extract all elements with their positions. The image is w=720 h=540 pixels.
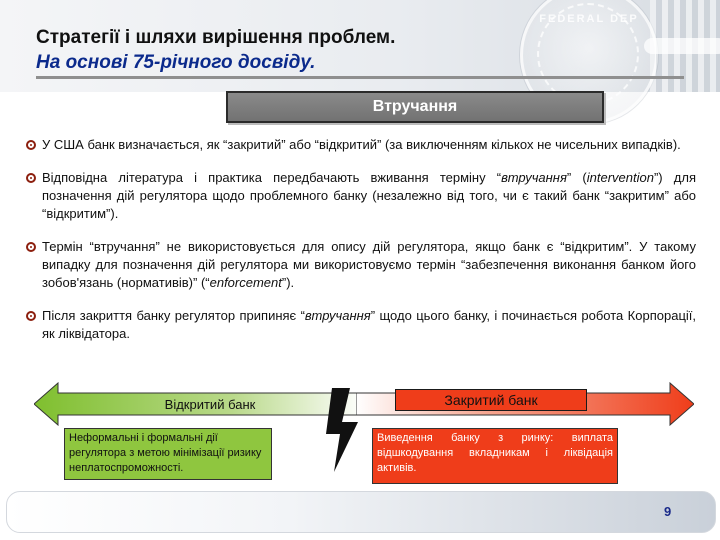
- bullet-circle-icon: [26, 311, 36, 321]
- bullet-item: [26, 307, 696, 343]
- bullet-term: втручання: [304, 308, 371, 323]
- bullet-item: [26, 169, 696, 223]
- bullet-circle-icon: [26, 173, 36, 183]
- bullet-circle-icon: [26, 140, 36, 150]
- bullet-list: [26, 136, 696, 358]
- bullet-text: Після закриття банку регулятор припиняє “: [42, 308, 305, 323]
- footer-bar: [6, 491, 716, 533]
- bullet-term: intervention: [586, 170, 654, 185]
- bullet-text: ”) для позначення дій регулятора щодо проблемного банку (незалежно від того, чи є такий банк “закритим” або “відкритим”).: [42, 170, 696, 221]
- closed-bank-label: Закритий банк: [395, 389, 587, 411]
- bullet-term: enforcement: [209, 275, 282, 290]
- lightning-bolt-icon: [324, 388, 364, 472]
- column-capital-decoration: [644, 38, 720, 54]
- bullet-text: ” щодо цього банку, і починається робота Корпорації, як ліквідатора.: [42, 308, 696, 341]
- bullet-term: втручання: [501, 170, 567, 185]
- seal-text: FEDERAL DEP: [539, 13, 639, 25]
- page-number: 9: [664, 504, 672, 519]
- closed-bank-description: Виведення банку з ринку: виплата відшкодування вкладникам і ліквідація активів.: [372, 428, 618, 484]
- bullet-item: [26, 136, 696, 154]
- open-bank-description: Неформальні і формальні дії регулятора з метою мінімізації ризику неплатоспроможності.: [64, 428, 272, 480]
- open-bank-label: Відкритий банк: [164, 397, 256, 412]
- page-subtitle: На основі 75-річного досвіду.: [36, 52, 316, 73]
- bullet-text: Відповідна література і практика передбачають вживання терміну “: [42, 170, 502, 185]
- bullet-text: Термін “втручання” не використовується для опису дій регулятора, якщо банк є “відкритим”. У такому випадку для позначення дій регулятора ми використовуємо термін “забезпечення виконання банком його зобов'язань (нормативів)” (“: [42, 239, 696, 290]
- bullet-text: У США банк визначається, як “закритий” або “відкритий” (за виключенням кількох не чисельних випадків).: [42, 137, 681, 152]
- section-banner: Втручання: [226, 91, 604, 123]
- bullet-item: [26, 238, 696, 292]
- bullet-text: ”).: [281, 275, 295, 290]
- page-title: Стратегії і шляхи вирішення проблем.: [36, 27, 396, 48]
- bullet-circle-icon: [26, 242, 36, 252]
- bullet-text: ” (: [566, 170, 587, 185]
- title-divider: [36, 76, 684, 79]
